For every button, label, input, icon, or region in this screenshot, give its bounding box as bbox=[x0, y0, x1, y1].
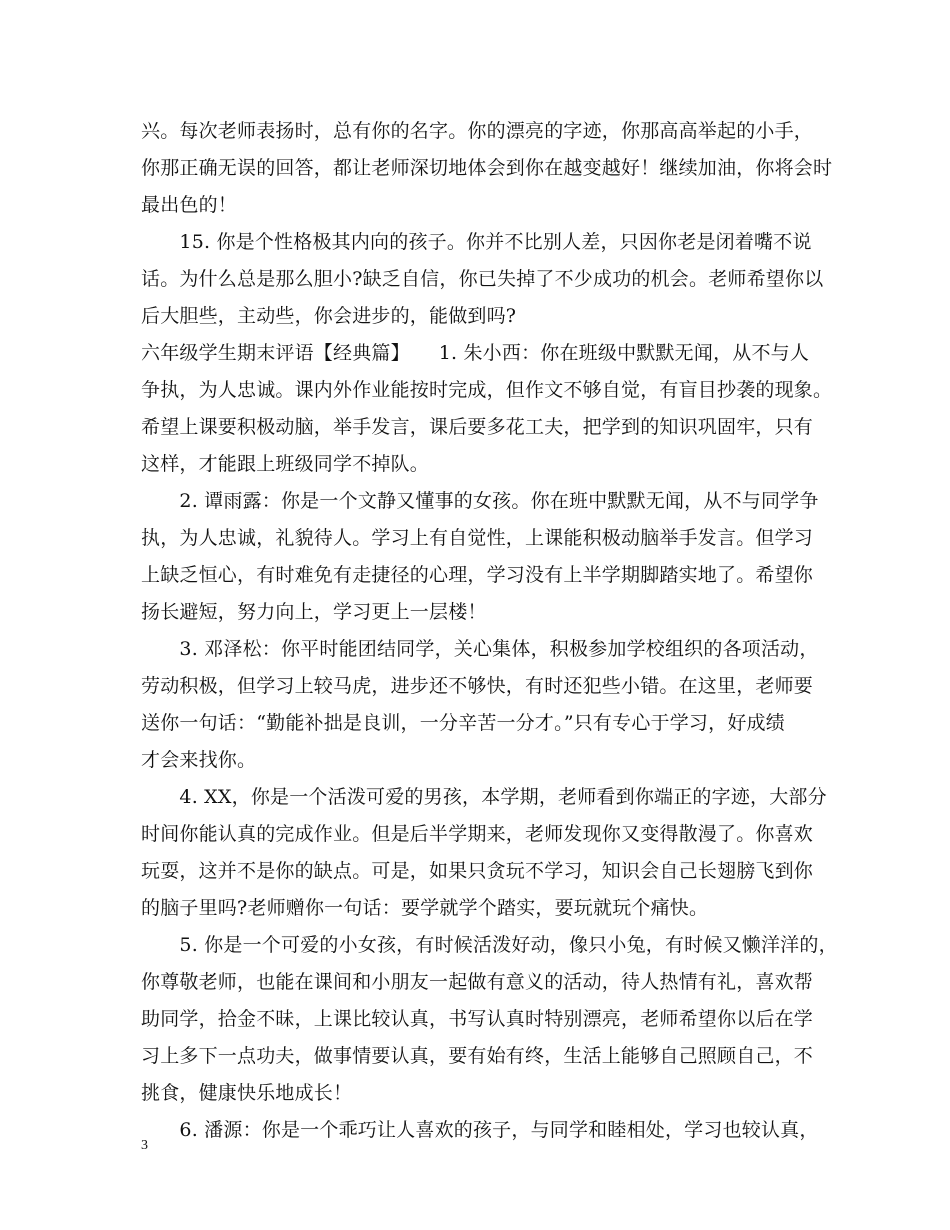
text-line: 6. 潘源：你是一个乖巧让人喜欢的孩子，与同学和睦相处，学习也较认真， bbox=[141, 1119, 819, 1141]
text-line: 时间你能认真的完成作业。但是后半学期来，老师发现你又变得散漫了。你喜欢 bbox=[141, 823, 814, 845]
text-line: 话。为什么总是那么胆小?缺乏自信，你已失掉了不少成功的机会。老师希望你以 bbox=[141, 268, 824, 290]
text-line: 执，为人忠诚，礼貌待人。学习上有自觉性，上课能积极动脑举手发言。但学习 bbox=[141, 527, 814, 549]
text-line: 助同学，拾金不昧，上课比较认真，书写认真时特别漂亮，老师希望你以后在学 bbox=[141, 1008, 814, 1030]
text-line: 这样，才能跟上班级同学不掉队。 bbox=[141, 453, 430, 475]
text-line: 才会来找你。 bbox=[141, 749, 257, 771]
text-line: 5. 你是一个可爱的小女孩，有时候活泼好动，像只小兔，有时候又懒洋洋的， bbox=[141, 934, 838, 956]
text-line: 送你一句话：“勤能补拙是良训，一分辛苦一分才。”只有专心于学习，好成绩 bbox=[141, 712, 785, 734]
text-line: 2. 谭雨露：你是一个文静又懂事的女孩。你在班中默默无闻，从不与同学争 bbox=[141, 490, 819, 512]
text-line: 你那正确无误的回答，都让老师深切地体会到你在越变越好！继续加油，你将会时 bbox=[141, 157, 833, 179]
text-line: 3. 邓泽松：你平时能团结同学，关心集体，积极参加学校组织的各项活动， bbox=[141, 638, 819, 660]
text-line: 习上多下一点功夫，做事情要认真，要有始有终，生活上能够自己照顾自己，不 bbox=[141, 1045, 814, 1067]
text-line: 劳动积极，但学习上较马虎，进步还不够快，有时还犯些小错。在这里，老师要 bbox=[141, 675, 814, 697]
text-line: 希望上课要积极动脑，举手发言，课后要多花工夫，把学到的知识巩固牢，只有 bbox=[141, 416, 814, 438]
text-line: 上缺乏恒心，有时难免有走捷径的心理，学习没有上半学期脚踏实地了。希望你 bbox=[141, 564, 814, 586]
text-line: 4. XX，你是一个活泼可爱的男孩，本学期，老师看到你端正的字迹，大部分 bbox=[141, 786, 827, 808]
page-number: 3 bbox=[141, 1138, 148, 1153]
text-line: 15. 你是个性格极其内向的孩子。你并不比别人差，只因你老是闭着嘴不说 bbox=[141, 231, 812, 253]
text-line: 的脑子里吗?老师赠你一句话：要学就学个踏实，要玩就玩个痛快。 bbox=[141, 897, 709, 919]
text-line: 扬长避短，努力向上，学习更上一层楼！ bbox=[141, 601, 487, 623]
text-line: 挑食，健康快乐地成长！ bbox=[141, 1082, 353, 1104]
text-line: 兴。每次老师表扬时，总有你的名字。你的漂亮的字迹，你那高高举起的小手， bbox=[141, 120, 814, 142]
text-line: 玩耍，这并不是你的缺点。可是，如果只贪玩不学习，知识会自己长翅膀飞到你 bbox=[141, 860, 814, 882]
text-line: 后大胆些，主动些，你会进步的，能做到吗? bbox=[141, 305, 517, 327]
text-line: 你尊敬老师，也能在课间和小朋友一起做有意义的活动，待人热情有礼，喜欢帮 bbox=[141, 971, 814, 993]
text-line: 争执，为人忠诚。课内外作业能按时完成，但作文不够自觉，有盲目抄袭的现象。 bbox=[141, 379, 833, 401]
section-heading-line: 六年级学生期末评语【经典篇】 1. 朱小西：你在班级中默默无闻，从不与人 bbox=[141, 342, 810, 364]
text-line: 最出色的！ bbox=[141, 194, 238, 216]
